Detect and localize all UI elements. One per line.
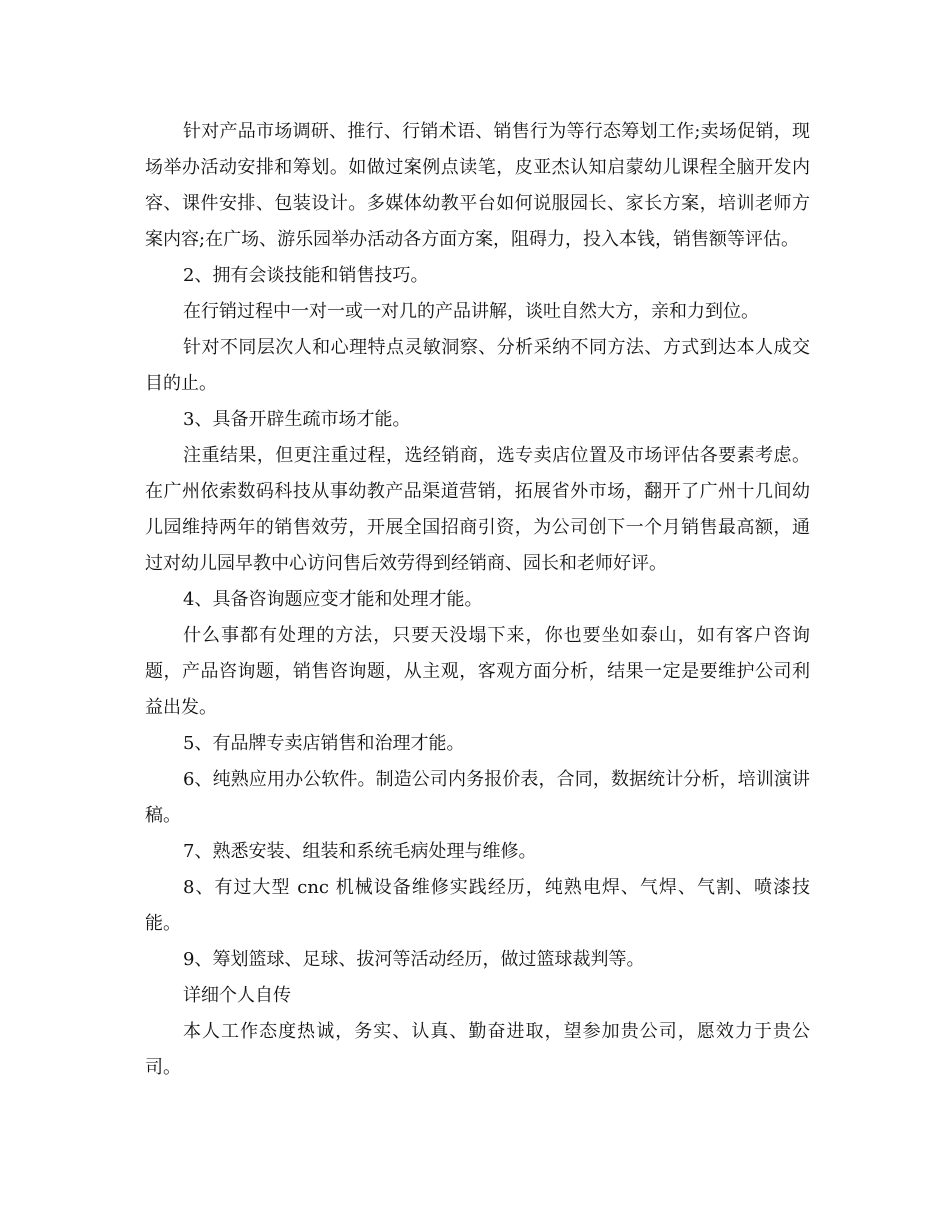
paragraph-work-attitude: 本人工作态度热诚，务实、认真、勤奋进取，望参加贵公司，愿效力于贵公司。 (145, 1021, 810, 1078)
section-heading-autobiography: 详细个人自传 (183, 985, 291, 1006)
paragraph-activity-planning: 针对产品市场调研、推行、行销术语、销售行为等行态筹划工作;卖场促销，现场举办活动安排和筹划。如做过案例点读笔，皮亚杰认知启蒙幼儿课程全脑开发内容、课件安排、包装设计。多媒体幼教平台如何说服园长、家长方案，培训老师方案内容;在广场、游乐园举办活动各方面方案，阻碍力，投入本钱，销售额等评估。 (145, 121, 810, 250)
paragraph-heading-4: 4、具备咨询题应变才能和处理才能。 (183, 589, 483, 610)
paragraph-item-6: 6、纯熟应用办公软件。制造公司内务报价表，合同，数据统计分析，培训演讲稿。 (145, 769, 810, 826)
paragraph-explanation: 在行销过程中一对一或一对几的产品讲解，谈吐自然大方，亲和力到位。 (183, 301, 759, 322)
paragraph-heading-3: 3、具备开辟生疏市场才能。 (183, 409, 411, 430)
paragraph-item-8: 8、有过大型 cnc 机械设备维修实践经历，纯熟电焊、气焊、气割、喷漆技能。 (145, 877, 810, 934)
paragraph-problem-handling: 什么事都有处理的方法，只要天没塌下来，你也要坐如泰山，如有客户咨询题，产品咨询题，销售咨询题，从主观，客观方面分析，结果一定是要维护公司利益出发。 (145, 625, 810, 718)
paragraph-item-9: 9、筹划篮球、足球、拔河等活动经历，做过篮球裁判等。 (183, 949, 645, 970)
paragraph-item-7: 7、熟悉安装、组装和系统毛病处理与维修。 (183, 841, 537, 862)
document-page (145, 114, 810, 1086)
paragraph-heading-5: 5、有品牌专卖店销售和治理才能。 (183, 733, 465, 754)
paragraph-heading-2: 2、拥有会谈技能和销售技巧。 (183, 265, 429, 286)
paragraph-insight: 针对不同层次人和心理特点灵敏洞察、分析采纳不同方法、方式到达本人成交目的止。 (145, 337, 810, 394)
paragraph-market-results: 注重结果，但更注重过程，选经销商，选专卖店位置及市场评估各要素考虑。在广州依索数码科技从事幼教产品渠道营销，拓展省外市场，翻开了广州十几间幼儿园维持两年的销售效劳，开展全国招商引资，为公司创下一个月销售最高额，通过对幼儿园早教中心访问售后效劳得到经销商、园长和老师好评。 (145, 445, 810, 574)
